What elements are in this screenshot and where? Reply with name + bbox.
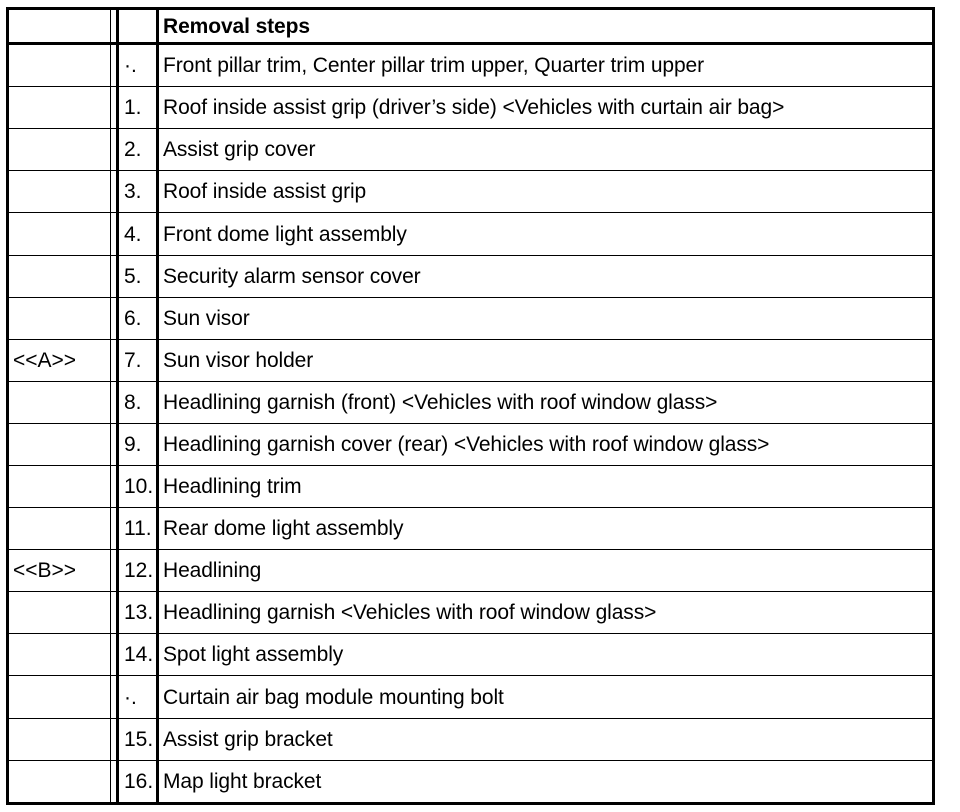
step-number: 13. bbox=[118, 592, 158, 634]
step-description: Sun visor holder bbox=[158, 339, 934, 381]
step-reference bbox=[8, 129, 111, 171]
step-reference bbox=[8, 508, 111, 550]
table-row bbox=[8, 423, 934, 465]
step-reference bbox=[8, 676, 111, 718]
step-number: 14. bbox=[118, 634, 158, 676]
table-header-row bbox=[8, 9, 934, 44]
step-number: 7. bbox=[118, 339, 158, 381]
table-row bbox=[8, 550, 934, 592]
step-gap-cell bbox=[111, 213, 118, 255]
table-row bbox=[8, 171, 934, 213]
step-gap-cell bbox=[111, 550, 118, 592]
table-row bbox=[8, 44, 934, 87]
header-title: Removal steps bbox=[158, 9, 934, 44]
removal-steps-body bbox=[8, 9, 934, 804]
step-gap-cell bbox=[111, 466, 118, 508]
step-reference bbox=[8, 634, 111, 676]
step-description: Map light bracket bbox=[158, 760, 934, 803]
step-reference bbox=[8, 255, 111, 297]
step-reference bbox=[8, 213, 111, 255]
step-number: 9. bbox=[118, 423, 158, 465]
table-row bbox=[8, 213, 934, 255]
table-row bbox=[8, 381, 934, 423]
step-reference bbox=[8, 592, 111, 634]
step-number: ·. bbox=[118, 676, 158, 718]
step-gap-cell bbox=[111, 760, 118, 803]
step-number: 15. bbox=[118, 718, 158, 760]
step-description: Sun visor bbox=[158, 297, 934, 339]
header-gap-cell bbox=[111, 9, 118, 44]
table-row bbox=[8, 508, 934, 550]
header-num-cell bbox=[118, 9, 158, 44]
step-number: 2. bbox=[118, 129, 158, 171]
step-gap-cell bbox=[111, 592, 118, 634]
step-description: Assist grip bracket bbox=[158, 718, 934, 760]
step-description: Headlining garnish <Vehicles with roof window glass> bbox=[158, 592, 934, 634]
table-row bbox=[8, 255, 934, 297]
step-number: 4. bbox=[118, 213, 158, 255]
step-gap-cell bbox=[111, 718, 118, 760]
table-row bbox=[8, 297, 934, 339]
step-number: 10. bbox=[118, 466, 158, 508]
step-reference bbox=[8, 466, 111, 508]
step-gap-cell bbox=[111, 297, 118, 339]
step-description: Headlining bbox=[158, 550, 934, 592]
step-description: Spot light assembly bbox=[158, 634, 934, 676]
table-row bbox=[8, 592, 934, 634]
step-reference: <<B>> bbox=[8, 550, 111, 592]
step-gap-cell bbox=[111, 381, 118, 423]
step-reference bbox=[8, 44, 111, 87]
step-gap-cell bbox=[111, 87, 118, 129]
step-gap-cell bbox=[111, 339, 118, 381]
step-reference: <<A>> bbox=[8, 339, 111, 381]
step-description: Rear dome light assembly bbox=[158, 508, 934, 550]
step-number: 8. bbox=[118, 381, 158, 423]
step-number: 1. bbox=[118, 87, 158, 129]
step-number: 6. bbox=[118, 297, 158, 339]
step-description: Roof inside assist grip bbox=[158, 171, 934, 213]
step-reference bbox=[8, 87, 111, 129]
step-number: 12. bbox=[118, 550, 158, 592]
step-reference bbox=[8, 718, 111, 760]
table-row bbox=[8, 129, 934, 171]
step-reference bbox=[8, 760, 111, 803]
step-reference bbox=[8, 171, 111, 213]
table-row bbox=[8, 466, 934, 508]
step-gap-cell bbox=[111, 129, 118, 171]
step-number: 5. bbox=[118, 255, 158, 297]
step-description: Headlining garnish (front) <Vehicles with roof window glass> bbox=[158, 381, 934, 423]
step-reference bbox=[8, 423, 111, 465]
table-row bbox=[8, 634, 934, 676]
table-row bbox=[8, 718, 934, 760]
table-row bbox=[8, 339, 934, 381]
step-gap-cell bbox=[111, 634, 118, 676]
step-gap-cell bbox=[111, 423, 118, 465]
step-number: ·. bbox=[118, 44, 158, 87]
step-description: Curtain air bag module mounting bolt bbox=[158, 676, 934, 718]
step-description: Security alarm sensor cover bbox=[158, 255, 934, 297]
step-description: Front dome light assembly bbox=[158, 213, 934, 255]
removal-steps-table bbox=[6, 7, 935, 805]
step-gap-cell bbox=[111, 676, 118, 718]
step-gap-cell bbox=[111, 508, 118, 550]
step-description: Roof inside assist grip (driver’s side) <Vehicles with curtain air bag> bbox=[158, 87, 934, 129]
step-description: Front pillar trim, Center pillar trim upper, Quarter trim upper bbox=[158, 44, 934, 87]
step-gap-cell bbox=[111, 44, 118, 87]
step-number: 11. bbox=[118, 508, 158, 550]
table-row bbox=[8, 760, 934, 803]
step-number: 3. bbox=[118, 171, 158, 213]
step-gap-cell bbox=[111, 255, 118, 297]
step-reference bbox=[8, 297, 111, 339]
table-row bbox=[8, 87, 934, 129]
step-gap-cell bbox=[111, 171, 118, 213]
step-reference bbox=[8, 381, 111, 423]
step-description: Headlining garnish cover (rear) <Vehicles with roof window glass> bbox=[158, 423, 934, 465]
step-number: 16. bbox=[118, 760, 158, 803]
step-description: Assist grip cover bbox=[158, 129, 934, 171]
step-description: Headlining trim bbox=[158, 466, 934, 508]
header-ref-cell bbox=[8, 9, 111, 44]
table-row bbox=[8, 676, 934, 718]
